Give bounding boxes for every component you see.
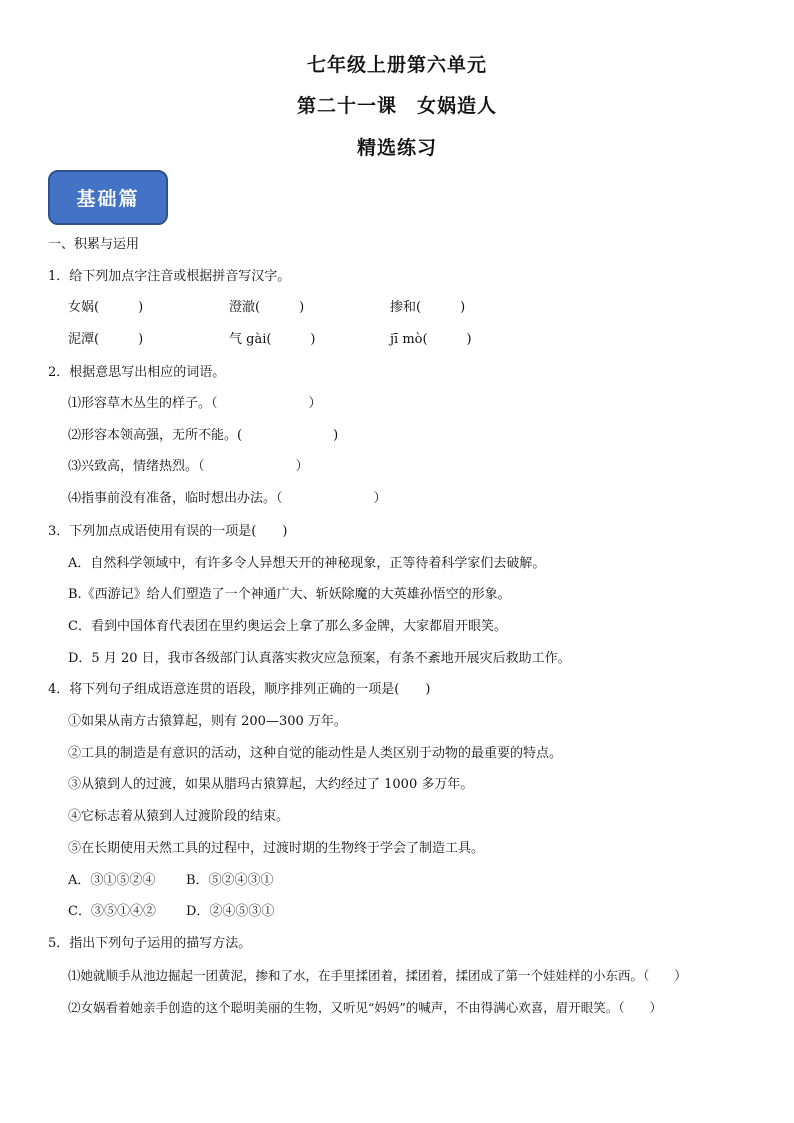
q5-item-1: ⑴她就顺手从池边掘起一团黄泥，掺和了水，在手里揉团着，揉团着，揉团成了第一个娃娃样的小东西。（ ） [68, 968, 687, 983]
q4-sentence-2: ②工具的制造是有意识的活动，这种自觉的能动性是人类区别于动物的最重要的特点。 [68, 746, 563, 761]
badge-label: 基础篇 [76, 188, 140, 210]
section-heading: 一、积累与运用 [48, 237, 140, 252]
q5-item-2: ⑵女娲看着她亲手创造的这个聪明美丽的生物，又听见“妈妈”的喊声，不由得满心欢喜，眉开眼笑。（ ） [68, 1000, 663, 1015]
q1-item-6: jī mò( ) [390, 332, 472, 347]
question-4-stem: 4．将下列句子组成语意连贯的语段，顺序排列正确的一项是( ) [48, 682, 431, 697]
q4-sentence-4: ④它标志着从猿到人过渡阶段的结束。 [68, 809, 290, 824]
q1-item-1: 女娲( ) [68, 300, 144, 315]
q4-sentence-5: ⑤在长期使用天然工具的过程中，过渡时期的生物终于学会了制造工具。 [68, 841, 485, 856]
q4-option-b: B．⑤②④③① [186, 873, 274, 888]
question-1-stem: 1．给下列加点字注音或根据拼音写汉字。 [48, 269, 291, 284]
q3-option-d: D．5 月 20 日，我市各级部门认真落实救灾应急预案，有条不紊地开展灾后救助工作。 [68, 651, 571, 666]
q1-item-3: 掺和( ) [390, 300, 466, 315]
basics-section-badge [48, 170, 168, 225]
q3-option-c: C．看到中国体育代表团在里约奥运会上拿了那么多金牌，大家都眉开眼笑。 [68, 619, 507, 634]
q2-item-3: ⑶兴致高，情绪热烈。（ ） [68, 459, 309, 474]
q3-option-b: B.《西游记》给人们塑造了一个神通广大、斩妖除魔的大英雄孙悟空的形象。 [68, 587, 511, 602]
q4-sentence-3: ③从猿到人的过渡，如果从腊玛古猿算起，大约经过了 1000 多万年。 [68, 777, 474, 792]
question-5-stem: 5．指出下列句子运用的描写方法。 [48, 936, 252, 951]
q2-item-1: ⑴形容草木丛生的样子。（ ） [68, 396, 322, 411]
question-3-stem: 3．下列加点成语使用有误的一项是( ) [48, 524, 288, 539]
q2-item-2: ⑵形容本领高强，无所不能。( ) [68, 428, 339, 443]
q3-option-a: A．自然科学领域中，有许多令人异想天开的神秘现象，正等待着科学家们去破解。 [68, 556, 546, 571]
q4-sentence-1: ①如果从南方古猿算起，则有 200—300 万年。 [68, 714, 347, 729]
q2-item-4: ⑷指事前没有准备，临时想出办法。（ ） [68, 491, 387, 506]
q1-item-4: 泥潭( ) [68, 332, 144, 347]
q1-item-2: 澄澈( ) [229, 300, 305, 315]
q4-option-c: C．③⑤①④② [68, 904, 156, 919]
lesson-title: 第二十一课 女娲造人 [296, 95, 497, 117]
exercise-title: 精选练习 [356, 137, 437, 159]
q1-item-5: 气 gài( ) [229, 332, 316, 347]
q4-option-a: A．③①⑤②④ [68, 873, 156, 888]
document-title: 七年级上册第六单元 [306, 54, 487, 76]
question-2-stem: 2．根据意思写出相应的词语。 [48, 365, 226, 380]
q4-option-d: D．②④⑤③① [186, 904, 275, 919]
